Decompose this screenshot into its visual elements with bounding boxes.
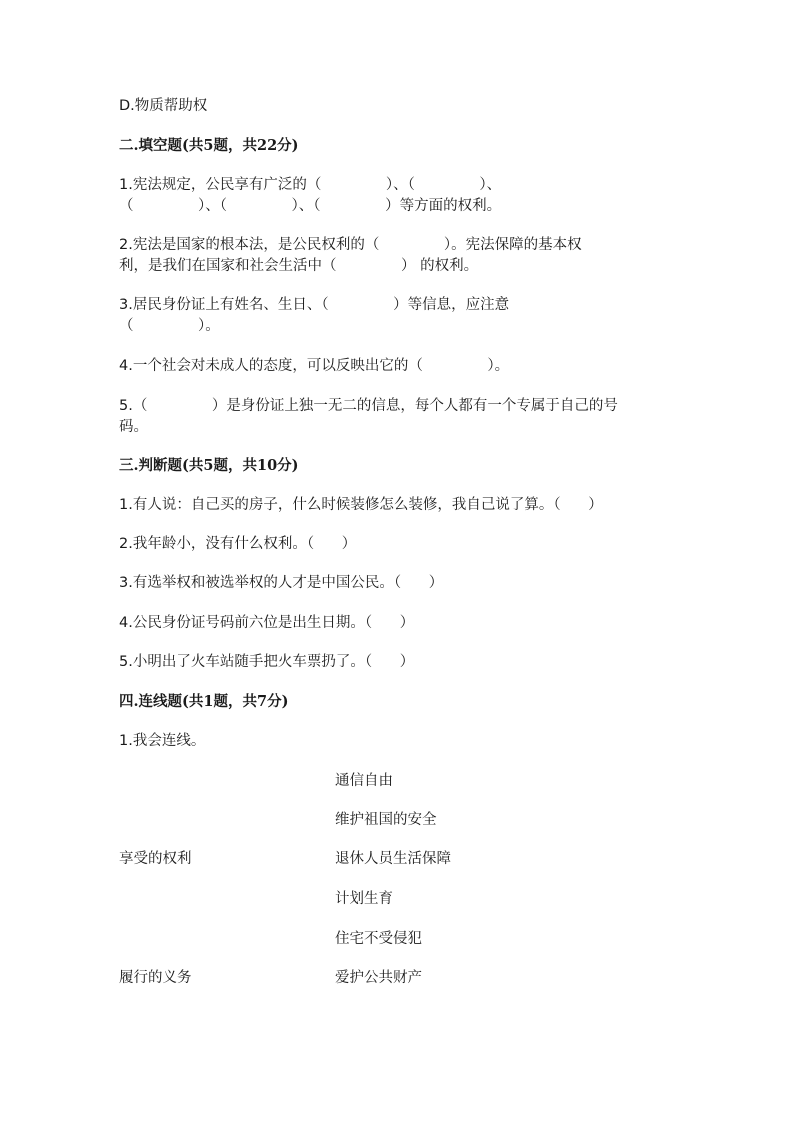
match-q1: 1.我会连线。	[119, 733, 206, 749]
match-right-item: 维护祖国的安全	[335, 812, 437, 828]
fill-q1-line2: （ ）、（ ）、（ ）等方面的权利。	[119, 198, 502, 214]
option-d: D.物质帮助权	[119, 98, 208, 114]
match-right-item: 住宅不受侵犯	[335, 931, 422, 947]
match-left-item: 享受的权利	[119, 851, 192, 867]
fill-q5-line2: 码。	[119, 419, 148, 435]
judge-q1: 1.有人说：自己买的房子，什么时候装修怎么装修，我自己说了算。（ ）	[119, 497, 603, 513]
judge-q3: 3.有选举权和被选举权的人才是中国公民。（ ）	[119, 575, 444, 591]
fill-q3-line1: 3.居民身份证上有姓名、生日、（ ）等信息，应注意	[119, 297, 510, 313]
match-left-item: 履行的义务	[119, 970, 192, 986]
fill-q3-line2: （ ）。	[119, 318, 220, 334]
section-4-heading: 四.连线题(共1题，共7分)	[119, 693, 289, 710]
fill-q2-line1: 2.宪法是国家的根本法，是公民权利的（ ）。宪法保障的基本权	[119, 237, 582, 253]
fill-q4: 4.一个社会对未成人的态度，可以反映出它的（ ）。	[119, 358, 510, 374]
match-right-item: 退休人员生活保障	[335, 851, 451, 867]
judge-q4: 4.公民身份证号码前六位是出生日期。（ ）	[119, 615, 415, 631]
fill-q5-line1: 5.（ ）是身份证上独一无二的信息，每个人都有一个专属于自己的号	[119, 398, 618, 414]
judge-q5: 5.小明出了火车站随手把火车票扔了。（ ）	[119, 654, 415, 670]
section-2-heading: 二.填空题(共5题，共22分)	[119, 137, 299, 154]
judge-q2: 2.我年龄小，没有什么权利。（ ）	[119, 536, 357, 552]
match-right-item: 通信自由	[335, 773, 393, 789]
section-3-heading: 三.判断题(共5题，共10分)	[119, 457, 299, 474]
fill-q2-line2: 利，是我们在国家和社会生活中（ ） 的权利。	[119, 258, 479, 274]
match-right-item: 爱护公共财产	[335, 970, 422, 986]
match-right-item: 计划生育	[335, 891, 393, 907]
fill-q1-line1: 1.宪法规定，公民享有广泛的（ ）、（ ）、	[119, 177, 502, 193]
